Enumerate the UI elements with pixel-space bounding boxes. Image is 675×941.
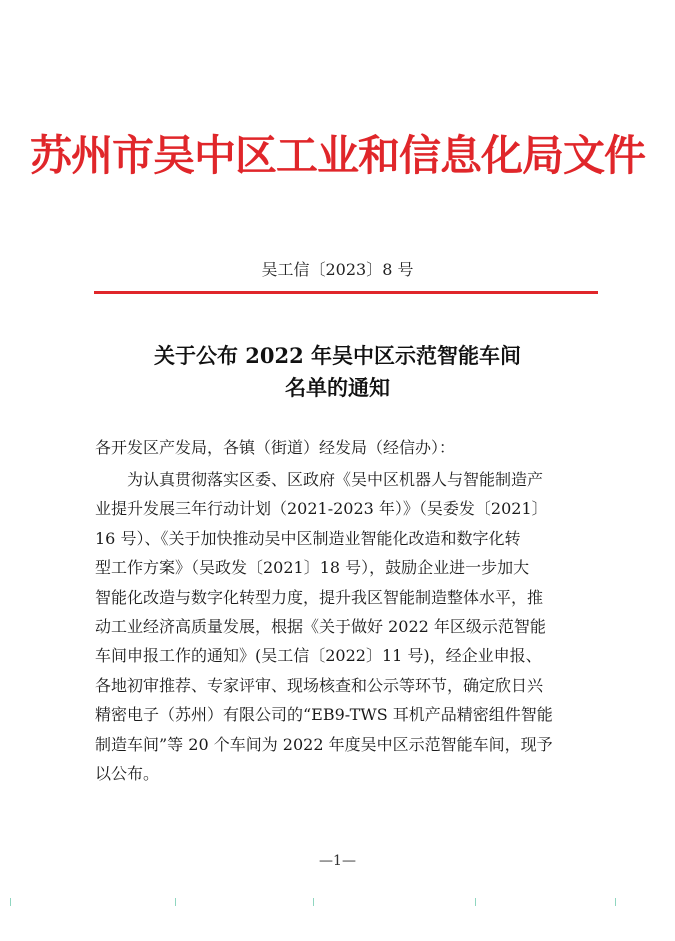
- notice-title: [0, 340, 675, 404]
- body-line: 精密电子（苏州）有限公司的“EB9-TWS 耳机产品精密组件智能: [95, 705, 553, 725]
- body-line: 以公布。: [95, 763, 160, 783]
- body-paragraph: [95, 465, 595, 788]
- notice-title-line-1: 关于公布 2022 年吴中区示范智能车间: [153, 343, 522, 368]
- document-number: 吴工信〔2023〕8 号: [261, 260, 414, 279]
- page-number: —1—: [319, 853, 356, 869]
- body-line: 各地初审推荐、专家评审、现场核查和公示等环节，确定欣日兴: [95, 675, 544, 695]
- body-line: 动工业经济高质量发展，根据《关于做好 2022 年区级示范智能: [95, 616, 546, 636]
- addressee-line: 各开发区产发局，各镇（街道）经发局（经信办）：: [95, 438, 456, 457]
- body-line: 制造车间”等 20 个车间为 2022 年度吴中区示范智能车间，现予: [95, 734, 553, 754]
- body-line: 业提升发展三年行动计划（2021-2023 年）》（吴委发〔2021〕: [95, 499, 548, 519]
- body-line: 型工作方案》（吴政发〔2021〕18 号），鼓励企业进一步加大: [95, 558, 530, 578]
- notice-title-line-2: 名单的通知: [285, 375, 390, 400]
- scan-edge-marks: [0, 898, 675, 908]
- body-line: 16 号）、《关于加快推动吴中区制造业智能化改造和数字化转: [95, 528, 521, 548]
- body-line: 车间申报工作的通知》(吴工信〔2022〕11 号)，经企业申报、: [95, 646, 542, 666]
- issuer-header-title: 苏州市吴中区工业和信息化局文件: [29, 131, 645, 180]
- body-line: 为认真贯彻落实区委、区政府《吴中区机器人与智能制造产: [127, 470, 544, 489]
- body-line: 智能化改造与数字化转型力度，提升我区智能制造整体水平，推: [95, 587, 544, 607]
- red-separator-line: [94, 291, 598, 294]
